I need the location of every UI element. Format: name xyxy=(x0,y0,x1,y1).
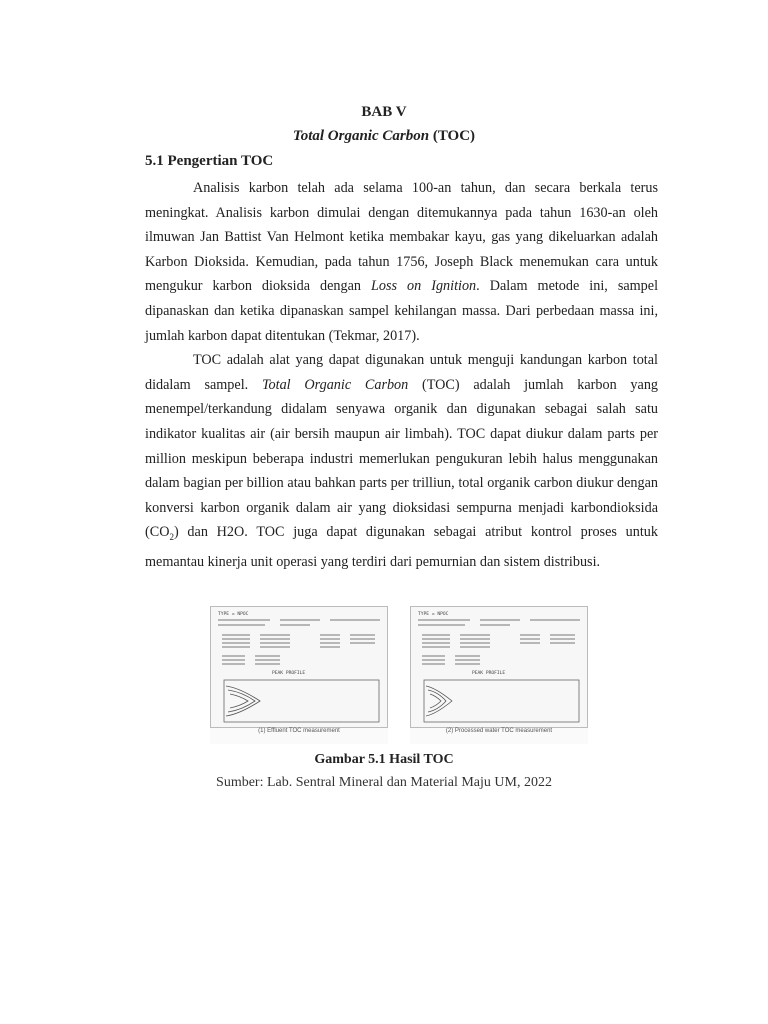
chapter-subtitle-rest: (TOC) xyxy=(429,128,476,144)
paragraph-2-subscript: 2 xyxy=(169,532,174,543)
paragraph-2 xyxy=(145,348,658,574)
paragraph-2-text-b: (TOC) adalah jumlah karbon yang menempel/terkandung didalam senyawa organik dan digunakan sebagai salah satu indikator kualitas air (air bersih maupun air limbah). TOC dapat diukur dalam parts per million meskipun beberapa industri memerlukan pengukuran lebih halus menggunakan dalam bagian per billion atau bahkan parts per trilliun, total organik carbon diukur dengan konversi karbon organik dalam air yang dioksidasi sempurna menjadi karbondioksida (CO xyxy=(145,376,659,541)
paragraph-2-text-c: ) dan H2O. TOC juga dapat digunakan sebagai atribut kontrol proses untuk memantau kinerja unit operasi yang terdiri dari pemurnian dan sistem distribusi. xyxy=(145,524,658,570)
figure-panel-processed xyxy=(410,606,588,744)
paragraph-1-text-a: Analisis karbon telah ada selama 100-an tahun, dan secara berkala terus meningkat. Analisis karbon dimulai dengan ditemukannya pada tahun 1630-an oleh ilmuwan Jan Battist Van Helmont ketika membakar kayu, gas yang dikeluarkan adalah Karbon Dioksida. Kemudian, pada tahun 1756, Joseph Black menemukan cara untuk mengukur karbon dioksida dengan xyxy=(145,180,658,295)
printout-header-left: TYPE = NPOC xyxy=(218,612,249,617)
section-heading: 5.1 Pengertian TOC xyxy=(145,153,274,169)
figure-source: Sumber: Lab. Sentral Mineral dan Material Maju UM, 2022 xyxy=(216,775,552,790)
printout-profile-label-left: PEAK PROFILE xyxy=(272,671,306,676)
printout-image-processed xyxy=(410,606,588,728)
paragraph-1-text-b: . Dalam metode ini, sampel dipanaskan dan ketika dipanaskan sampel kehilangan massa. Dari perbedaan massa ini, jumlah karbon dapat ditentukan (Tekmar, 2017). xyxy=(145,278,659,344)
figure-caption-left: (1) Effluent TOC measurement xyxy=(258,728,340,734)
figure-caption-right: (2) Processed water TOC measurement xyxy=(445,728,553,734)
printout-profile-label-right: PEAK PROFILE xyxy=(472,671,506,676)
paragraph-2-italic: Total Organic Carbon xyxy=(261,376,409,393)
figure-caption: Gambar 5.1 Hasil TOC xyxy=(314,752,454,767)
printout-header-right: TYPE = NPOC xyxy=(418,612,449,617)
figure-toc-results xyxy=(210,606,590,744)
chapter-subtitle-italic: Total Organic Carbon xyxy=(292,128,430,144)
paragraph-1-italic: Loss on Ignition xyxy=(371,278,477,295)
paragraph-1 xyxy=(145,176,658,348)
body-text xyxy=(145,176,658,574)
printout-image-effluent xyxy=(210,606,388,728)
chapter-title: BAB V xyxy=(361,104,407,120)
paragraph-2-text-a: TOC adalah alat yang dapat digunakan untuk menguji kandungan karbon total didalam sampel. xyxy=(145,352,658,393)
chapter-subtitle xyxy=(0,128,768,145)
figure-panel-effluent xyxy=(210,606,388,744)
